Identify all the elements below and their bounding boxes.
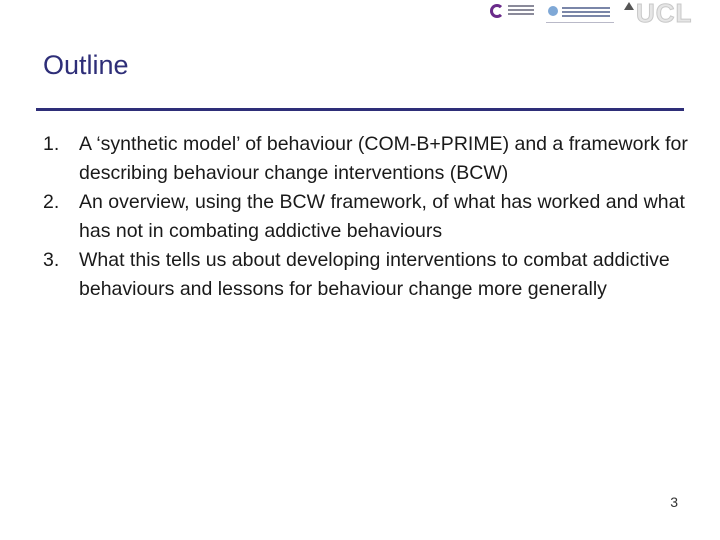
list-item: [43, 246, 693, 304]
list-item-number: 1.: [43, 133, 60, 155]
outline-list: [43, 130, 693, 304]
page-number: 3: [670, 494, 678, 510]
list-item-text: What this tells us about developing interventions to combat addictive behaviours and lessons for behaviour change more generally: [79, 249, 670, 300]
list-item: [43, 130, 693, 188]
header-logos: [480, 0, 720, 28]
partner-logo-icon: [490, 2, 536, 22]
institute-logo-icon: [546, 4, 614, 23]
ucl-logo-icon: UCL: [620, 0, 700, 26]
list-item-number: 3.: [43, 249, 60, 271]
list-item-number: 2.: [43, 191, 60, 213]
list-item-text: A ‘synthetic model’ of behaviour (COM-B+PRIME) and a framework for describing behaviour change interventions (BCW): [79, 133, 688, 184]
list-item: [43, 188, 693, 246]
title-divider: [36, 108, 684, 111]
list-item-text: An overview, using the BCW framework, of what has worked and what has not in combating addictive behaviours: [79, 191, 685, 242]
slide-title: Outline: [43, 50, 129, 80]
